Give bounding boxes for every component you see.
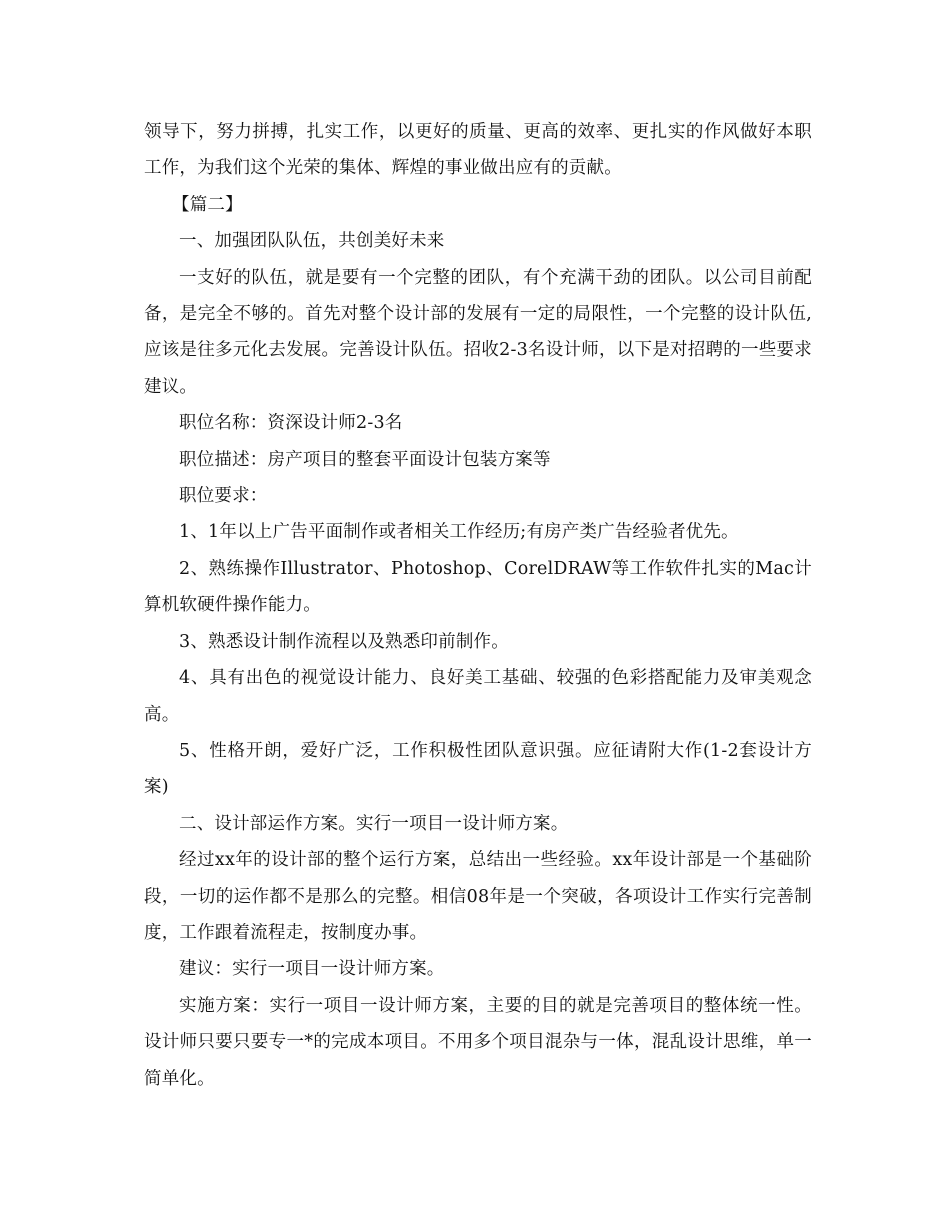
body-paragraph: 经过xx年的设计部的整个运行方案，总结出一些经验。xx年设计部是一个基础阶段，一切的运作都不是那么的完整。相信08年是一个突破，各项设计工作实行完善制度，工作跟着流程走，按制度办事。 <box>144 850 812 943</box>
job-requirements-label: 职位要求： <box>179 486 268 507</box>
document-body <box>144 114 812 1097</box>
requirement-item: 2、熟练操作Illustrator、Photoshop、CorelDRAW等工作软件扎实的Mac计算机软硬件操作能力。 <box>144 558 812 616</box>
requirement-item: 3、熟悉设计制作流程以及熟悉印前制作。 <box>179 631 509 652</box>
requirement-item: 4、具有出色的视觉设计能力、良好美工基础、较强的色彩搭配能力及审美观念高。 <box>144 668 812 725</box>
job-description-line: 职位描述：房产项目的整套平面设计包装方案等 <box>179 449 551 470</box>
body-paragraph: 一支好的队伍，就是要有一个完整的团队，有个充满干劲的团队。以公司目前配备，是完全不够的。首先对整个设计部的发展有一定的局限性，一个完整的设计队伍,应该是往多元化去发展。完善设计队伍。招收2-3名设计师，以下是对招聘的一些要求建议。 <box>144 267 812 397</box>
subsection-heading: 二、设计部运作方案。实行一项目一设计师方案。 <box>179 813 569 834</box>
section-heading: 【篇二】 <box>172 194 243 215</box>
subsection-heading: 一、加强团队队伍，共创美好未来 <box>179 231 445 252</box>
continuation-paragraph: 领导下，努力拼搏，扎实工作，以更好的质量、更高的效率、更扎实的作风做好本职工作，为我们这个光荣的集体、辉煌的事业做出应有的贡献。 <box>144 122 812 179</box>
suggestion-line: 建议：实行一项目一设计师方案。 <box>179 959 445 980</box>
requirement-item: 5、性格开朗，爱好广泛，工作积极性团队意识强。应征请附大作(1-2套设计方案) <box>144 740 812 798</box>
job-title-line: 职位名称：资深设计师2-3名 <box>179 413 403 434</box>
requirement-item: 1、1年以上广告平面制作或者相关工作经历;有房产类广告经验者优先。 <box>179 522 739 543</box>
body-paragraph: 实施方案：实行一项目一设计师方案，主要的目的就是完善项目的整体统一性。设计师只要只要专一*的完成本项目。不用多个项目混杂与一体，混乱设计思维，单一简单化。 <box>144 995 812 1089</box>
